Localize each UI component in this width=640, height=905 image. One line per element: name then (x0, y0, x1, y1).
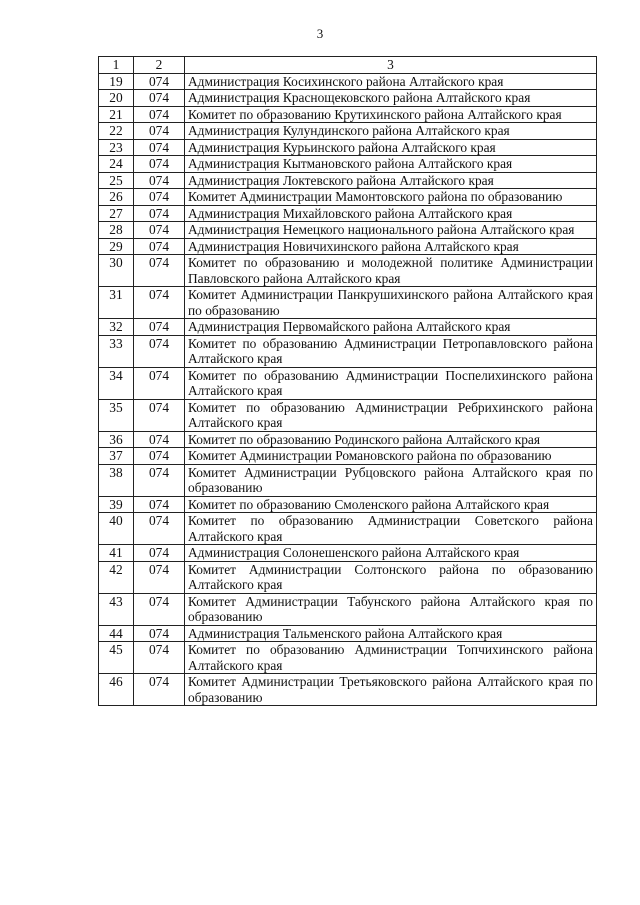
row-name-cell: Комитет Администрации Романовского района по образованию (185, 448, 597, 465)
table-row (99, 319, 597, 336)
row-name-cell: Комитет по образованию Родинского района Алтайского края (185, 431, 597, 448)
table-row (99, 238, 597, 255)
row-code-cell: 074 (134, 367, 185, 399)
row-number-cell: 43 (99, 593, 134, 625)
row-number-cell: 38 (99, 464, 134, 496)
row-number-cell: 19 (99, 73, 134, 90)
row-name-cell: Комитет Администрации Табунского района Алтайского края по образованию (185, 593, 597, 625)
row-code-cell: 074 (134, 448, 185, 465)
row-name-cell: Комитет по образованию Администрации Ребрихинского района Алтайского края (185, 399, 597, 431)
row-name-cell: Администрация Новичихинского района Алтайского края (185, 238, 597, 255)
table-row (99, 287, 597, 319)
row-code-cell: 074 (134, 73, 185, 90)
table-row (99, 545, 597, 562)
table-row (99, 513, 597, 545)
table-row (99, 431, 597, 448)
row-number-cell: 36 (99, 431, 134, 448)
header-col-3: 3 (185, 57, 597, 74)
row-number-cell: 31 (99, 287, 134, 319)
row-number-cell: 37 (99, 448, 134, 465)
row-number-cell: 35 (99, 399, 134, 431)
row-code-cell: 074 (134, 642, 185, 674)
row-name-cell: Администрация Кытмановского района Алтайского края (185, 156, 597, 173)
table-row (99, 90, 597, 107)
row-number-cell: 24 (99, 156, 134, 173)
table-row (99, 222, 597, 239)
row-name-cell: Администрация Кулундинского района Алтайского края (185, 123, 597, 140)
row-code-cell: 074 (134, 123, 185, 140)
table-row (99, 139, 597, 156)
row-name-cell: Комитет Администрации Панкрушихинского района Алтайского края по образованию (185, 287, 597, 319)
row-number-cell: 45 (99, 642, 134, 674)
row-code-cell: 074 (134, 139, 185, 156)
row-code-cell: 074 (134, 106, 185, 123)
row-code-cell: 074 (134, 545, 185, 562)
row-code-cell: 074 (134, 496, 185, 513)
row-code-cell: 074 (134, 172, 185, 189)
row-name-cell: Администрация Краснощековского района Алтайского края (185, 90, 597, 107)
table-row (99, 625, 597, 642)
row-code-cell: 074 (134, 189, 185, 206)
table-row (99, 464, 597, 496)
row-number-cell: 28 (99, 222, 134, 239)
table-row (99, 335, 597, 367)
row-name-cell: Комитет по образованию Крутихинского района Алтайского края (185, 106, 597, 123)
table-row (99, 205, 597, 222)
row-number-cell: 46 (99, 674, 134, 706)
row-number-cell: 26 (99, 189, 134, 206)
row-number-cell: 20 (99, 90, 134, 107)
row-code-cell: 074 (134, 593, 185, 625)
table-row (99, 642, 597, 674)
table-row (99, 189, 597, 206)
row-code-cell: 074 (134, 238, 185, 255)
row-number-cell: 34 (99, 367, 134, 399)
table-row (99, 674, 597, 706)
organizations-table (98, 56, 597, 706)
table-body (99, 57, 597, 706)
page-number: 3 (316, 26, 324, 41)
row-name-cell: Комитет Администрации Мамонтовского района по образованию (185, 189, 597, 206)
table-row (99, 399, 597, 431)
table-row (99, 123, 597, 140)
row-number-cell: 32 (99, 319, 134, 336)
row-name-cell: Администрация Тальменского района Алтайского края (185, 625, 597, 642)
row-number-cell: 25 (99, 172, 134, 189)
row-number-cell: 23 (99, 139, 134, 156)
row-number-cell: 39 (99, 496, 134, 513)
table-row (99, 367, 597, 399)
row-name-cell: Администрация Первомайского района Алтайского края (185, 319, 597, 336)
row-name-cell: Администрация Курьинского района Алтайского края (185, 139, 597, 156)
row-name-cell: Администрация Косихинского района Алтайского края (185, 73, 597, 90)
row-number-cell: 21 (99, 106, 134, 123)
row-code-cell: 074 (134, 431, 185, 448)
row-name-cell: Администрация Михайловского района Алтайского края (185, 205, 597, 222)
row-code-cell: 074 (134, 90, 185, 107)
row-code-cell: 074 (134, 255, 185, 287)
row-number-cell: 44 (99, 625, 134, 642)
table-header-row (99, 57, 597, 74)
row-number-cell: 27 (99, 205, 134, 222)
row-code-cell: 074 (134, 399, 185, 431)
row-code-cell: 074 (134, 287, 185, 319)
row-code-cell: 074 (134, 222, 185, 239)
table-row (99, 172, 597, 189)
row-code-cell: 074 (134, 625, 185, 642)
row-name-cell: Комитет Администрации Рубцовского района Алтайского края по образованию (185, 464, 597, 496)
row-code-cell: 074 (134, 464, 185, 496)
table-row (99, 156, 597, 173)
row-number-cell: 29 (99, 238, 134, 255)
row-number-cell: 41 (99, 545, 134, 562)
row-name-cell: Комитет по образованию Администрации Советского района Алтайского края (185, 513, 597, 545)
row-number-cell: 42 (99, 561, 134, 593)
table-row (99, 561, 597, 593)
row-name-cell: Комитет по образованию Администрации Топчихинского района Алтайского края (185, 642, 597, 674)
row-name-cell: Администрация Немецкого национального района Алтайского края (185, 222, 597, 239)
row-code-cell: 074 (134, 513, 185, 545)
table-row (99, 106, 597, 123)
row-number-cell: 30 (99, 255, 134, 287)
row-code-cell: 074 (134, 156, 185, 173)
row-number-cell: 22 (99, 123, 134, 140)
row-name-cell: Администрация Солонешенского района Алтайского края (185, 545, 597, 562)
header-col-1: 1 (99, 57, 134, 74)
row-code-cell: 074 (134, 205, 185, 222)
row-name-cell: Комитет по образованию и молодежной политике Администрации Павловского района Алтайского края (185, 255, 597, 287)
table-row (99, 496, 597, 513)
row-code-cell: 074 (134, 335, 185, 367)
row-name-cell: Комитет по образованию Администрации Поспелихинского района Алтайского края (185, 367, 597, 399)
row-name-cell: Комитет Администрации Третьяковского района Алтайского края по образованию (185, 674, 597, 706)
row-code-cell: 074 (134, 674, 185, 706)
table-row (99, 593, 597, 625)
row-name-cell: Администрация Локтевского района Алтайского края (185, 172, 597, 189)
row-code-cell: 074 (134, 319, 185, 336)
row-number-cell: 40 (99, 513, 134, 545)
row-name-cell: Комитет по образованию Администрации Петропавловского района Алтайского края (185, 335, 597, 367)
row-number-cell: 33 (99, 335, 134, 367)
row-code-cell: 074 (134, 561, 185, 593)
row-name-cell: Комитет по образованию Смоленского района Алтайского края (185, 496, 597, 513)
header-col-2: 2 (134, 57, 185, 74)
table-row (99, 448, 597, 465)
table-row (99, 73, 597, 90)
row-name-cell: Комитет Администрации Солтонского района по образованию Алтайского края (185, 561, 597, 593)
table-row (99, 255, 597, 287)
